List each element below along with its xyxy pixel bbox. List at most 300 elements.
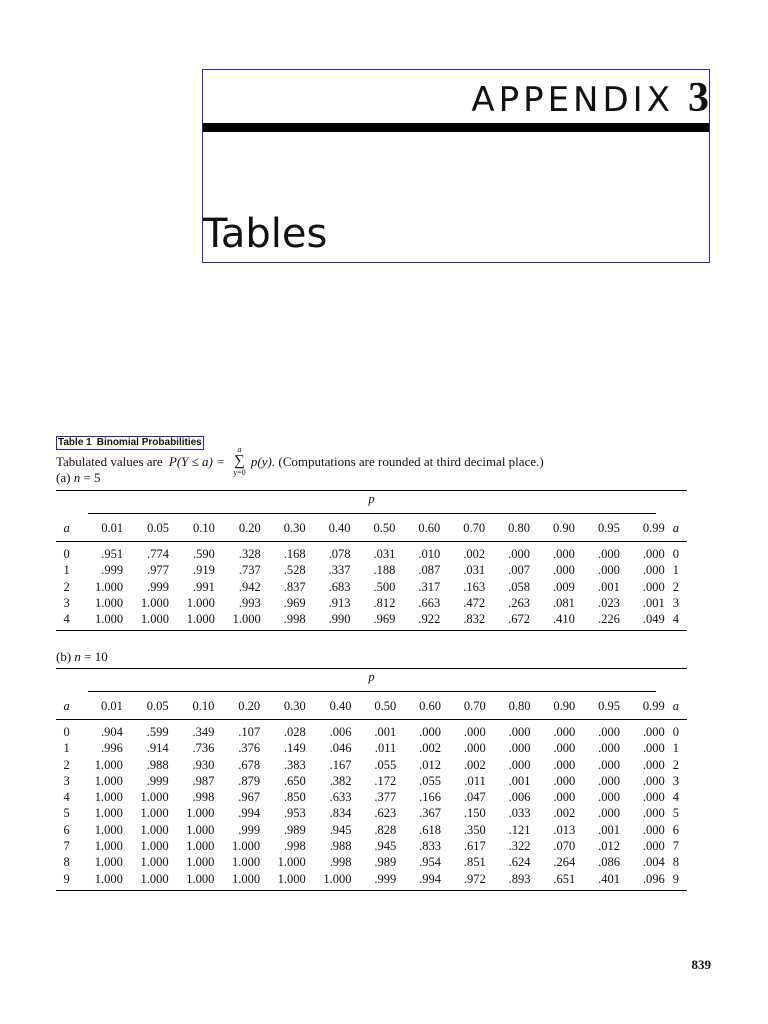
a-value: 0 bbox=[63, 547, 70, 561]
probability-cell: .001 bbox=[597, 579, 620, 594]
probability-cell: .000 bbox=[463, 725, 486, 739]
probability-cell: .337 bbox=[328, 563, 351, 578]
probability-cell: .832 bbox=[440, 611, 485, 631]
probability-cell: .904 bbox=[101, 725, 123, 739]
probability-cell: .009 bbox=[553, 579, 575, 594]
probability-cell: .264 bbox=[553, 855, 576, 870]
probability-cell: .055 bbox=[419, 773, 442, 788]
probability-cell: .987 bbox=[192, 773, 215, 788]
probability-cell: 1.000 bbox=[95, 579, 124, 594]
probability-cell: .879 bbox=[238, 773, 261, 788]
probability-cell: .919 bbox=[192, 563, 215, 578]
probability-cell: .058 bbox=[508, 579, 531, 594]
probability-cell: .989 bbox=[283, 822, 306, 837]
probability-cell: .737 bbox=[238, 563, 261, 578]
a-value: 4 bbox=[56, 611, 77, 631]
probability-cell: .000 bbox=[598, 806, 621, 821]
p-column-header: 0.90 bbox=[530, 515, 575, 542]
probability-cell: 1.000 bbox=[77, 871, 123, 891]
probability-cell: .000 bbox=[553, 757, 576, 772]
table-row bbox=[56, 854, 687, 870]
table-title: Binomial Probabilities bbox=[96, 437, 202, 448]
probability-cell: .945 bbox=[329, 822, 352, 837]
probability-cell: .000 bbox=[642, 839, 665, 854]
subtable-n-value: = 5 bbox=[83, 470, 101, 485]
table-row bbox=[56, 562, 687, 578]
a-value: 0 bbox=[672, 547, 679, 561]
probability-cell: .993 bbox=[238, 595, 261, 610]
probability-cell: .851 bbox=[463, 855, 486, 870]
p-header bbox=[56, 669, 687, 694]
probability-cell: .837 bbox=[283, 579, 306, 594]
probability-cell: .002 bbox=[419, 741, 442, 756]
a-value: 0 bbox=[63, 725, 70, 739]
probability-cell: .989 bbox=[374, 855, 397, 870]
probability-cell: .893 bbox=[486, 871, 531, 891]
probability-cell: .376 bbox=[238, 741, 261, 756]
probability-cell: .002 bbox=[553, 806, 576, 821]
probability-cell: .472 bbox=[463, 595, 486, 610]
table-row bbox=[56, 789, 687, 805]
probability-cell: .047 bbox=[463, 790, 486, 805]
probability-cell: 1.000 bbox=[140, 790, 169, 805]
probability-cell: .322 bbox=[508, 839, 531, 854]
a-value: 2 bbox=[672, 579, 679, 594]
probability-cell: .007 bbox=[508, 563, 531, 578]
probability-cell: 1.000 bbox=[77, 611, 123, 631]
probability-cell: .383 bbox=[283, 757, 306, 772]
probability-cell: 1.000 bbox=[260, 871, 306, 891]
probability-cell: .623 bbox=[374, 806, 397, 821]
p-column-header: 0.30 bbox=[261, 515, 306, 542]
probability-cell: 1.000 bbox=[169, 611, 215, 631]
probability-cell: .012 bbox=[419, 757, 442, 772]
probability-cell: 1.000 bbox=[123, 871, 169, 891]
probability-cell: .317 bbox=[418, 579, 441, 594]
probability-cell: .000 bbox=[642, 725, 665, 739]
probability-cell: 1.000 bbox=[306, 871, 352, 891]
probability-cell: .000 bbox=[508, 547, 531, 561]
probability-cell: .000 bbox=[553, 790, 576, 805]
a-value: 4 bbox=[665, 611, 687, 631]
sigma-glyph: ∑ bbox=[234, 453, 245, 469]
probability-cell: 1.000 bbox=[186, 822, 215, 837]
p-column-header: 0.05 bbox=[123, 515, 169, 542]
probability-cell: .006 bbox=[329, 725, 352, 739]
p-column-header: 0.70 bbox=[441, 693, 486, 720]
a-value: 0 bbox=[672, 725, 679, 739]
p-column-header: 0.05 bbox=[123, 693, 169, 720]
probability-cell: .096 bbox=[620, 871, 665, 891]
probability-cell: .226 bbox=[575, 611, 620, 631]
probability-cell: .000 bbox=[642, 741, 665, 756]
probability-cell: .188 bbox=[373, 563, 396, 578]
probability-cell: .000 bbox=[553, 773, 576, 788]
a-value: 2 bbox=[63, 757, 70, 772]
probability-cell: .000 bbox=[642, 563, 665, 578]
probability-cell: .000 bbox=[642, 790, 665, 805]
probability-cell: .599 bbox=[146, 725, 169, 739]
table-row bbox=[56, 822, 687, 838]
probability-cell: .977 bbox=[147, 563, 169, 578]
probability-cell: 1.000 bbox=[140, 806, 169, 821]
p-column-header: 0.50 bbox=[352, 693, 397, 720]
table-row bbox=[56, 740, 687, 756]
caption-formula: P(Y ≤ a) = bbox=[168, 453, 225, 469]
probability-cell: .000 bbox=[597, 563, 620, 578]
table-row bbox=[56, 757, 687, 773]
probability-cell: .163 bbox=[463, 579, 486, 594]
probability-cell: .828 bbox=[374, 822, 397, 837]
probability-cell: 1.000 bbox=[140, 839, 169, 854]
probability-cell: .046 bbox=[329, 741, 352, 756]
probability-cell: .349 bbox=[192, 725, 215, 739]
probability-cell: .990 bbox=[306, 611, 351, 631]
probability-cell: .998 bbox=[192, 790, 215, 805]
probability-cell: 1.000 bbox=[94, 757, 123, 772]
table-row bbox=[56, 611, 687, 631]
p-column-header: 0.40 bbox=[306, 693, 352, 720]
probability-cell: .683 bbox=[328, 579, 351, 594]
probability-cell: .263 bbox=[508, 595, 531, 610]
subtable-n-symbol: n bbox=[74, 649, 81, 664]
probability-cell: .166 bbox=[419, 790, 442, 805]
probability-cell: .328 bbox=[238, 547, 261, 561]
probability-cell: 1.000 bbox=[94, 855, 123, 870]
probability-cell: 1.000 bbox=[231, 839, 261, 854]
probability-cell: .972 bbox=[441, 871, 486, 891]
p-column-header: 0.80 bbox=[485, 515, 530, 542]
a-value: 5 bbox=[63, 806, 70, 821]
probability-cell: .013 bbox=[553, 822, 576, 837]
binomial-table bbox=[56, 490, 687, 631]
p-column-header: 0.10 bbox=[169, 515, 215, 542]
probability-cell: .650 bbox=[283, 773, 306, 788]
probability-cell: .000 bbox=[642, 773, 665, 788]
probability-cell: 1.000 bbox=[95, 595, 124, 610]
table-caption bbox=[56, 446, 544, 477]
probability-cell: .000 bbox=[598, 790, 621, 805]
caption-prefix: Tabulated values are bbox=[56, 453, 163, 469]
probability-cell: .988 bbox=[329, 839, 352, 854]
probability-cell: .006 bbox=[508, 790, 531, 805]
probability-cell: .070 bbox=[553, 839, 576, 854]
probability-cell: 1.000 bbox=[123, 611, 169, 631]
p-column-header: 0.99 bbox=[620, 515, 665, 542]
a-value: 8 bbox=[63, 855, 70, 870]
probability-cell: .000 bbox=[642, 547, 665, 561]
probability-cell: .000 bbox=[463, 741, 486, 756]
probability-cell: .988 bbox=[146, 757, 169, 772]
probability-cell: .633 bbox=[329, 790, 352, 805]
probability-cell: 1.000 bbox=[169, 871, 215, 891]
a-value: 6 bbox=[672, 822, 679, 837]
subtable-label bbox=[56, 470, 101, 486]
table-row bbox=[56, 871, 687, 891]
p-column-header: 0.01 bbox=[77, 515, 123, 542]
header-rule bbox=[203, 123, 709, 132]
probability-cell: .945 bbox=[374, 839, 397, 854]
probability-cell: .991 bbox=[192, 579, 215, 594]
probability-cell: 1.000 bbox=[186, 855, 215, 870]
probability-cell: .028 bbox=[283, 725, 306, 739]
probability-cell: .011 bbox=[464, 773, 486, 788]
a-value: 2 bbox=[672, 757, 679, 772]
a-value: 3 bbox=[63, 773, 70, 788]
probability-cell: 1.000 bbox=[94, 773, 123, 788]
probability-cell: .998 bbox=[261, 611, 306, 631]
p-column-header: 0.80 bbox=[486, 693, 531, 720]
probability-cell: .930 bbox=[192, 757, 215, 772]
probability-cell: .401 bbox=[575, 871, 620, 891]
probability-cell: .850 bbox=[283, 790, 306, 805]
probability-cell: .004 bbox=[642, 855, 665, 870]
probability-cell: .350 bbox=[463, 822, 486, 837]
table-row bbox=[56, 579, 687, 595]
subtable-prefix: (a) bbox=[56, 470, 71, 485]
probability-cell: .000 bbox=[642, 757, 665, 772]
probability-cell: .382 bbox=[329, 773, 352, 788]
probability-cell: .000 bbox=[598, 773, 621, 788]
probability-cell: .969 bbox=[283, 595, 306, 610]
a-column-header: a bbox=[665, 515, 687, 542]
probability-cell: 1.000 bbox=[186, 595, 215, 610]
probability-cell: .121 bbox=[508, 822, 531, 837]
caption-note: (Computations are rounded at third decimal place.) bbox=[278, 453, 544, 469]
probability-cell: .942 bbox=[238, 579, 261, 594]
a-column-header: a bbox=[56, 515, 77, 542]
appendix-header bbox=[202, 69, 710, 263]
appendix-word: APPENDIX bbox=[471, 80, 674, 120]
p-symbol: p bbox=[88, 670, 656, 692]
probability-cell: .000 bbox=[553, 563, 575, 578]
a-column-header: a bbox=[56, 693, 77, 720]
a-value: 7 bbox=[672, 839, 679, 854]
probability-cell: 1.000 bbox=[186, 839, 215, 854]
probability-cell: .000 bbox=[553, 725, 576, 739]
a-value: 5 bbox=[672, 806, 679, 821]
probability-cell: 1.000 bbox=[215, 611, 261, 631]
a-value: 3 bbox=[672, 595, 679, 610]
probability-cell: .998 bbox=[329, 855, 352, 870]
probability-cell: .049 bbox=[620, 611, 665, 631]
a-value: 7 bbox=[63, 839, 70, 854]
probability-cell: 1.000 bbox=[94, 790, 123, 805]
a-value: 1 bbox=[63, 741, 70, 756]
a-value: 9 bbox=[56, 871, 77, 891]
probability-cell: .999 bbox=[352, 871, 397, 891]
sum-lower-limit: y=0 bbox=[233, 468, 246, 477]
probability-cell: .001 bbox=[508, 773, 531, 788]
probability-cell: 1.000 bbox=[140, 822, 169, 837]
subtable-n-value: = 10 bbox=[84, 649, 108, 664]
p-column-header: 0.40 bbox=[306, 515, 351, 542]
probability-cell: .023 bbox=[597, 595, 620, 610]
probability-cell: .624 bbox=[508, 855, 531, 870]
probability-cell: .000 bbox=[597, 547, 620, 561]
probability-cell: .000 bbox=[553, 741, 576, 756]
table-row bbox=[56, 542, 687, 563]
probability-cell: .033 bbox=[508, 806, 531, 821]
probability-cell: 1.000 bbox=[231, 855, 261, 870]
probability-cell: .086 bbox=[598, 855, 621, 870]
probability-cell: .812 bbox=[373, 595, 396, 610]
probability-cell: .000 bbox=[598, 757, 621, 772]
probability-cell: .913 bbox=[328, 595, 351, 610]
probability-cell: 1.000 bbox=[277, 855, 306, 870]
p-column-header: 0.70 bbox=[440, 515, 485, 542]
probability-cell: .834 bbox=[329, 806, 352, 821]
probability-cell: .172 bbox=[374, 773, 397, 788]
probability-cell: .149 bbox=[283, 741, 306, 756]
p-column-header: 0.01 bbox=[77, 693, 123, 720]
probability-cell: .078 bbox=[328, 547, 351, 561]
probability-cell: .000 bbox=[508, 757, 531, 772]
probability-cell: 1.000 bbox=[94, 806, 123, 821]
p-column-header: 0.95 bbox=[575, 515, 620, 542]
probability-cell: .672 bbox=[485, 611, 530, 631]
table-row bbox=[56, 773, 687, 789]
probability-cell: .528 bbox=[283, 563, 306, 578]
p-column-header: 0.99 bbox=[620, 693, 665, 720]
probability-cell: .001 bbox=[374, 725, 397, 739]
p-column-header: 0.60 bbox=[396, 693, 441, 720]
probability-cell: .001 bbox=[642, 595, 665, 610]
probability-cell: .012 bbox=[598, 839, 621, 854]
appendix-heading bbox=[471, 74, 709, 122]
probability-cell: .000 bbox=[553, 547, 575, 561]
p-column-header: 0.50 bbox=[350, 515, 395, 542]
p-column-header: 0.90 bbox=[531, 693, 576, 720]
probability-cell: .774 bbox=[147, 547, 169, 561]
probability-cell: 1.000 bbox=[214, 871, 260, 891]
appendix-number: 3 bbox=[688, 75, 709, 121]
a-value: 9 bbox=[665, 871, 687, 891]
probability-cell: .031 bbox=[463, 563, 486, 578]
probability-cell: .922 bbox=[395, 611, 440, 631]
p-symbol: p bbox=[88, 492, 656, 514]
probability-cell: .951 bbox=[101, 547, 124, 561]
probability-cell: .967 bbox=[238, 790, 261, 805]
probability-cell: .081 bbox=[553, 595, 575, 610]
table-row bbox=[56, 805, 687, 821]
a-value: 8 bbox=[672, 855, 679, 870]
sum-upper-limit: a bbox=[237, 445, 242, 454]
probability-cell: .999 bbox=[101, 563, 124, 578]
probability-cell: .663 bbox=[418, 595, 441, 610]
p-header bbox=[56, 491, 687, 516]
probability-cell: .000 bbox=[508, 725, 531, 739]
probability-cell: .000 bbox=[598, 725, 621, 739]
caption-summand: p(y). bbox=[250, 453, 276, 469]
probability-cell: .969 bbox=[350, 611, 395, 631]
table-row bbox=[56, 838, 687, 854]
probability-cell: .954 bbox=[419, 855, 442, 870]
probability-cell: .001 bbox=[598, 822, 621, 837]
p-column-header: 0.20 bbox=[214, 693, 260, 720]
probability-cell: .000 bbox=[598, 741, 621, 756]
probability-cell: .031 bbox=[373, 547, 396, 561]
p-column-header: 0.60 bbox=[395, 515, 440, 542]
probability-cell: 1.000 bbox=[94, 839, 123, 854]
table-row bbox=[56, 595, 687, 611]
summation-symbol bbox=[233, 446, 246, 477]
probability-cell: .002 bbox=[463, 547, 486, 561]
probability-cell: .678 bbox=[238, 757, 261, 772]
probability-cell: .500 bbox=[373, 579, 396, 594]
probability-cell: .377 bbox=[374, 790, 397, 805]
probability-cell: .994 bbox=[396, 871, 441, 891]
page-number: 839 bbox=[691, 957, 711, 972]
probability-cell: .002 bbox=[463, 757, 486, 772]
probability-cell: 1.000 bbox=[140, 855, 169, 870]
p-column-header: 0.10 bbox=[169, 693, 215, 720]
probability-cell: .000 bbox=[419, 725, 442, 739]
subtable-label bbox=[56, 649, 108, 665]
a-value: 2 bbox=[63, 579, 70, 594]
probability-cell: .087 bbox=[418, 563, 441, 578]
probability-cell: .998 bbox=[283, 839, 306, 854]
probability-cell: .994 bbox=[238, 806, 261, 821]
probability-cell: .000 bbox=[508, 741, 531, 756]
probability-cell: .010 bbox=[418, 547, 441, 561]
probability-cell: .000 bbox=[642, 822, 665, 837]
p-column-header: 0.20 bbox=[215, 515, 261, 542]
probability-cell: .011 bbox=[374, 741, 397, 756]
subtable-prefix: (b) bbox=[56, 649, 72, 664]
subtable-n-symbol: n bbox=[73, 470, 81, 485]
probability-cell: .833 bbox=[419, 839, 442, 854]
probability-cell: 1.000 bbox=[186, 806, 215, 821]
a-value: 3 bbox=[672, 773, 679, 788]
probability-cell: .000 bbox=[642, 579, 665, 594]
probability-cell: .914 bbox=[146, 741, 169, 756]
probability-cell: .168 bbox=[283, 547, 306, 561]
probability-cell: 1.000 bbox=[140, 595, 169, 610]
probability-cell: .590 bbox=[192, 547, 215, 561]
a-value: 4 bbox=[63, 790, 70, 805]
a-value: 1 bbox=[63, 563, 70, 578]
p-column-header: 0.95 bbox=[575, 693, 620, 720]
probability-cell: .410 bbox=[530, 611, 575, 631]
probability-cell: .999 bbox=[146, 773, 169, 788]
probability-cell: .150 bbox=[463, 806, 486, 821]
a-value: 1 bbox=[672, 563, 679, 578]
probability-cell: .000 bbox=[642, 806, 665, 821]
p-column-header: 0.30 bbox=[260, 693, 306, 720]
probability-cell: .996 bbox=[101, 741, 123, 756]
a-value: 1 bbox=[672, 741, 679, 756]
binomial-table bbox=[56, 668, 687, 891]
chapter-title: Tables bbox=[203, 211, 328, 257]
probability-cell: .107 bbox=[238, 725, 261, 739]
probability-cell: .367 bbox=[419, 806, 442, 821]
a-value: 6 bbox=[63, 822, 70, 837]
probability-cell: .617 bbox=[463, 839, 486, 854]
probability-cell: 1.000 bbox=[94, 822, 123, 837]
probability-cell: .651 bbox=[531, 871, 576, 891]
table-number: Table 1 bbox=[58, 437, 92, 448]
probability-cell: .055 bbox=[374, 757, 397, 772]
a-column-header: a bbox=[665, 693, 687, 720]
probability-cell: .999 bbox=[147, 579, 169, 594]
table-row bbox=[56, 720, 687, 741]
probability-cell: .953 bbox=[283, 806, 306, 821]
probability-cell: .167 bbox=[329, 757, 352, 772]
a-value: 3 bbox=[63, 595, 70, 610]
probability-cell: .999 bbox=[238, 822, 261, 837]
probability-cell: .736 bbox=[192, 741, 215, 756]
